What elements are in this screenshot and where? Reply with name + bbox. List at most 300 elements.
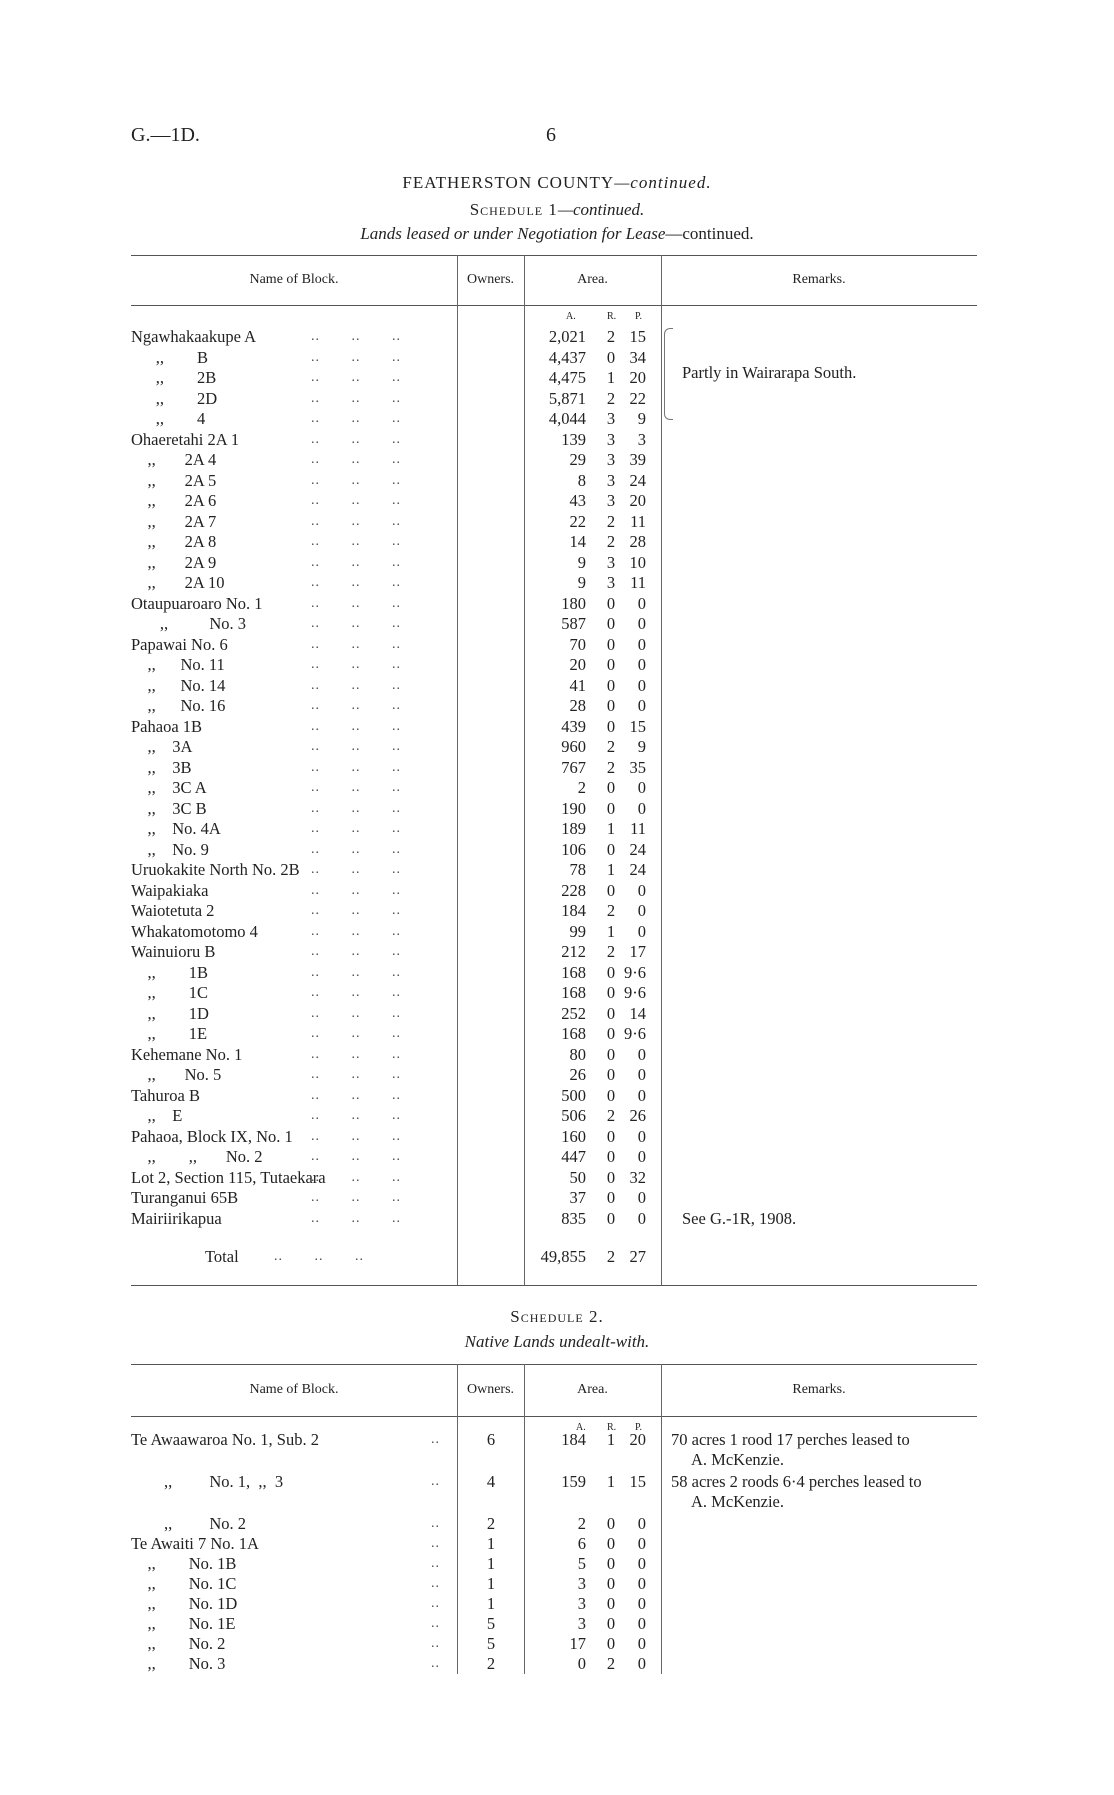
leader-dots: .. .. .. — [311, 821, 401, 836]
block-name: Ngawhakaakupe A — [131, 327, 257, 346]
column-header-area: Area. — [577, 1382, 608, 1397]
area-roods: 0 — [606, 1003, 616, 1023]
table-row — [131, 430, 977, 450]
block-name: Papawai No. 6 — [131, 634, 228, 654]
table-row — [131, 1106, 977, 1126]
area-acres: 500 — [561, 1085, 586, 1105]
leader-dots: .. .. .. — [311, 1210, 401, 1226]
area-acres: 28 — [569, 696, 586, 715]
leader-dots: .. .. .. — [311, 944, 401, 959]
area-acres: 3 — [577, 1594, 586, 1613]
area-acres: 106 — [561, 839, 586, 859]
area-roods: 0 — [606, 880, 616, 900]
total-roods: 2 — [606, 1247, 616, 1266]
area-perches: 0 — [637, 675, 646, 695]
table-row — [131, 409, 977, 429]
area-acres: 190 — [561, 798, 586, 818]
unit-roods: R. — [607, 311, 617, 322]
area-perches: 24 — [629, 860, 646, 879]
leader-dots: .. .. .. — [311, 862, 401, 877]
area-perches: 0 — [637, 1514, 646, 1533]
block-name: ,, 3C A — [131, 778, 207, 797]
block-name: ,, No. 5 — [131, 1065, 222, 1084]
area-roods: 2 — [606, 901, 616, 920]
area-perches: 0 — [637, 614, 646, 633]
leader-dots: .. — [431, 1556, 440, 1571]
owners-count: 2 — [486, 1654, 496, 1673]
owners-count: 4 — [486, 1472, 496, 1491]
area-perches: 9 — [637, 409, 646, 428]
block-name: ,, No. 1B — [131, 1554, 237, 1573]
table-row — [131, 1472, 977, 1511]
leader-dots: .. .. .. — [311, 595, 401, 611]
area-perches: 9 — [637, 737, 646, 756]
unit-acres: A. — [576, 1422, 586, 1433]
block-name: ,, E — [131, 1106, 183, 1125]
area-roods: 0 — [606, 655, 616, 674]
remark: 70 acres 1 rood 17 perches leased to — [671, 1430, 910, 1449]
block-name: ,, 2A 10 — [131, 573, 225, 592]
leader-dots: .. .. .. — [311, 554, 401, 570]
leader-dots: .. .. .. — [311, 349, 401, 365]
area-acres: 26 — [569, 1065, 586, 1084]
area-perches: 0 — [637, 798, 646, 818]
leader-dots: .. .. .. — [311, 1046, 401, 1062]
table-row — [131, 1209, 977, 1229]
table-row — [131, 532, 977, 552]
area-perches: 9·6 — [624, 962, 646, 982]
area-acres: 17 — [569, 1634, 586, 1653]
block-name: ,, No. 14 — [131, 675, 226, 695]
area-acres: 4,437 — [548, 347, 586, 367]
block-name: ,, 1D — [131, 1003, 209, 1023]
area-roods: 2 — [606, 532, 616, 551]
column-header-remarks: Remarks. — [792, 1382, 846, 1397]
block-name: ,, 2A 5 — [131, 470, 217, 490]
area-roods: 0 — [606, 1614, 616, 1633]
total-row — [131, 1247, 977, 1267]
area-roods: 1 — [606, 819, 616, 838]
area-roods: 1 — [606, 1430, 616, 1449]
leader-dots: .. .. .. — [311, 985, 401, 1000]
table-row — [131, 737, 977, 757]
leader-dots: .. — [431, 1656, 440, 1671]
table-row — [131, 512, 977, 532]
block-name: Te Awaawaroa No. 1, Sub. 2 — [131, 1430, 319, 1449]
area-acres: 78 — [569, 860, 586, 879]
area-perches: 0 — [637, 1614, 646, 1633]
column-header-area: Area. — [577, 272, 608, 287]
area-perches: 0 — [637, 1126, 646, 1146]
area-roods: 0 — [606, 798, 616, 818]
block-name: Whakatomotomo 4 — [131, 921, 258, 941]
unit-acres: A. — [566, 311, 576, 322]
table-row — [131, 655, 977, 675]
area-acres: 189 — [561, 819, 586, 838]
table-row — [131, 471, 977, 491]
area-perches: 17 — [629, 942, 646, 961]
leader-dots: .. .. .. — [311, 1005, 401, 1021]
area-perches: 0 — [637, 1188, 646, 1207]
remark-continued: A. McKenzie. — [691, 1450, 785, 1469]
area-acres: 0 — [577, 1654, 586, 1673]
block-name: Pahaoa 1B — [131, 716, 203, 736]
leader-dots: .. .. .. — [311, 1128, 401, 1144]
remark: 58 acres 2 roods 6·4 perches leased to — [671, 1472, 922, 1491]
area-acres: 22 — [569, 511, 586, 531]
area-roods: 0 — [606, 1534, 616, 1553]
block-name: ,, B — [131, 347, 209, 367]
block-name: ,, 2B — [131, 368, 217, 387]
area-perches: 0 — [637, 1594, 646, 1613]
area-acres: 6 — [577, 1534, 586, 1553]
table-row — [131, 1086, 977, 1106]
area-acres: 14 — [569, 532, 586, 551]
leader-dots: .. .. .. — [311, 800, 401, 816]
leader-dots: .. .. .. — [311, 698, 401, 713]
area-roods: 0 — [606, 1126, 616, 1146]
area-roods: 2 — [606, 942, 616, 961]
area-perches: 0 — [637, 1085, 646, 1105]
area-roods: 1 — [606, 921, 616, 941]
remark: See G.-1R, 1908. — [682, 1208, 797, 1228]
area-acres: 99 — [569, 921, 586, 941]
block-name: Te Awaiti 7 No. 1A — [131, 1534, 259, 1553]
area-acres: 180 — [561, 593, 586, 613]
total-label: Total — [205, 1247, 239, 1266]
leader-dots: .. .. .. — [311, 390, 401, 406]
leader-dots: .. .. .. — [311, 1108, 401, 1123]
leader-dots: .. .. .. — [311, 780, 401, 795]
area-perches: 0 — [637, 1574, 646, 1593]
area-perches: 35 — [629, 757, 646, 777]
area-perches: 20 — [629, 491, 646, 510]
table-row — [131, 1654, 977, 1674]
area-roods: 3 — [606, 491, 616, 510]
area-roods: 1 — [606, 860, 616, 879]
block-name: Waipakiaka — [131, 880, 209, 900]
area-roods: 2 — [606, 1106, 616, 1125]
area-perches: 11 — [630, 573, 646, 592]
leader-dots: .. .. .. — [311, 964, 401, 980]
table-row — [131, 799, 977, 819]
area-perches: 11 — [630, 511, 646, 531]
area-perches: 15 — [629, 327, 646, 346]
table-row — [131, 819, 977, 839]
table-row — [131, 1045, 977, 1065]
leader-dots: .. .. .. — [311, 575, 401, 590]
area-acres: 43 — [569, 491, 586, 510]
table-row — [131, 1430, 977, 1469]
table-row — [131, 778, 977, 798]
column-header-remarks: Remarks. — [792, 272, 846, 287]
owners-count: 1 — [486, 1534, 496, 1553]
area-roods: 2 — [606, 511, 616, 531]
table-row — [131, 1554, 977, 1574]
area-perches: 0 — [637, 1654, 646, 1673]
leader-dots: .. .. .. — [311, 370, 401, 385]
area-perches: 14 — [629, 1003, 646, 1023]
area-perches: 9·6 — [624, 983, 646, 1002]
leader-dots: .. .. .. — [311, 1026, 401, 1041]
area-acres: 2 — [577, 778, 586, 797]
table-row — [131, 573, 977, 593]
leader-dots: .. .. .. — [311, 1067, 401, 1082]
area-perches: 15 — [629, 1472, 646, 1491]
area-acres: 80 — [569, 1044, 586, 1064]
leader-dots: .. .. .. — [311, 739, 401, 754]
area-roods: 1 — [606, 1472, 616, 1491]
table-row — [131, 922, 977, 942]
table-row — [131, 758, 977, 778]
remark-continued: A. McKenzie. — [691, 1492, 785, 1511]
block-name: ,, No. 4A — [131, 819, 221, 838]
owners-count: 5 — [486, 1634, 496, 1653]
leader-dots: .. .. .. — [311, 411, 401, 426]
block-name: Pahaoa, Block IX, No. 1 — [131, 1126, 293, 1146]
area-perches: 39 — [629, 450, 646, 469]
area-acres: 767 — [561, 757, 586, 777]
total-perches: 27 — [629, 1247, 646, 1266]
area-roods: 0 — [606, 634, 616, 654]
area-roods: 2 — [606, 1654, 616, 1673]
schedule1-subtitle: Lands leased or under Negotiation for Lease—continued. — [360, 224, 754, 243]
area-roods: 0 — [606, 1044, 616, 1064]
block-name: ,, 3C B — [131, 798, 207, 818]
table-row — [131, 348, 977, 368]
schedule2-table — [131, 1364, 977, 1674]
area-roods: 0 — [606, 1594, 616, 1613]
area-acres: 3 — [577, 1574, 586, 1593]
area-perches: 0 — [637, 901, 646, 920]
table-row — [131, 614, 977, 634]
area-acres: 29 — [569, 450, 586, 469]
area-acres: 8 — [577, 470, 586, 490]
area-perches: 9·6 — [624, 1024, 646, 1043]
area-acres: 184 — [561, 1430, 586, 1449]
column-header-name: Name of Block. — [249, 1382, 339, 1397]
area-perches: 0 — [637, 634, 646, 654]
schedule2-title: Schedule 2. — [510, 1307, 604, 1326]
leader-dots: .. .. .. — [311, 1190, 401, 1205]
table-row — [131, 840, 977, 860]
leader-dots: .. — [431, 1474, 440, 1489]
block-name: ,, ,, No. 2 — [131, 1147, 263, 1166]
leader-dots: .. .. .. — [311, 759, 401, 775]
table-row — [131, 1594, 977, 1614]
area-roods: 0 — [606, 696, 616, 715]
area-perches: 3 — [637, 429, 646, 449]
area-acres: 168 — [561, 1024, 586, 1043]
unit-roods: R. — [607, 1422, 617, 1433]
area-roods: 0 — [606, 1024, 616, 1043]
area-perches: 10 — [629, 552, 646, 572]
area-perches: 22 — [629, 388, 646, 408]
block-name: Uruokakite North No. 2B — [131, 860, 300, 879]
block-name: ,, No. 3 — [131, 614, 247, 633]
owners-count: 2 — [486, 1514, 496, 1533]
area-acres: 184 — [561, 901, 586, 920]
area-roods: 3 — [606, 552, 616, 572]
area-roods: 2 — [606, 327, 616, 346]
block-name: ,, No. 2 — [131, 1634, 226, 1653]
leader-dots: .. .. .. — [311, 677, 401, 693]
area-acres: 159 — [561, 1472, 586, 1491]
area-acres: 20 — [569, 655, 586, 674]
area-roods: 0 — [606, 1188, 616, 1207]
area-perches: 0 — [637, 880, 646, 900]
area-perches: 32 — [629, 1167, 646, 1187]
leader-dots: .. .. .. — [311, 718, 401, 734]
table-row — [131, 1514, 977, 1534]
table-row — [131, 553, 977, 573]
area-roods: 2 — [606, 388, 616, 408]
area-roods: 0 — [606, 1554, 616, 1573]
table-row — [131, 635, 977, 655]
leader-dots: .. .. .. — [311, 841, 401, 857]
leader-dots: .. .. .. — [311, 493, 401, 508]
leader-dots: .. — [431, 1596, 440, 1611]
block-name: ,, No. 1C — [131, 1574, 237, 1593]
block-name: ,, No. 9 — [131, 839, 209, 859]
area-acres: 168 — [561, 983, 586, 1002]
block-name: Mairiirikapua — [131, 1208, 222, 1228]
area-roods: 0 — [606, 1065, 616, 1084]
area-acres: 4,044 — [548, 409, 586, 428]
area-perches: 0 — [637, 1534, 646, 1553]
table-row — [131, 1188, 977, 1208]
leader-dots: .. — [431, 1432, 440, 1447]
leader-dots: .. — [431, 1616, 440, 1631]
area-acres: 41 — [569, 675, 586, 695]
table-row — [131, 1534, 977, 1554]
leader-dots: .. .. .. — [311, 616, 401, 631]
county-title: FEATHERSTON COUNTY—continued. — [402, 173, 712, 192]
area-roods: 3 — [606, 573, 616, 592]
leader-dots: .. — [431, 1576, 440, 1591]
owners-count: 6 — [486, 1430, 496, 1449]
block-name: ,, 3A — [131, 737, 193, 756]
area-perches: 0 — [637, 1147, 646, 1166]
area-roods: 0 — [606, 1167, 616, 1187]
owners-count: 1 — [486, 1574, 496, 1593]
area-roods: 0 — [606, 839, 616, 859]
area-acres: 2,021 — [548, 327, 586, 346]
area-perches: 0 — [637, 1208, 646, 1228]
block-name: Tahuroa B — [131, 1085, 200, 1105]
block-name: ,, 2A 8 — [131, 532, 217, 551]
block-name: ,, 3B — [131, 757, 192, 777]
block-name: ,, No. 1E — [131, 1614, 236, 1633]
area-perches: 28 — [629, 532, 646, 551]
table-row — [131, 1065, 977, 1085]
block-name: Ohaeretahi 2A 1 — [131, 429, 240, 449]
area-roods: 3 — [606, 470, 616, 490]
leader-dots: .. — [431, 1516, 440, 1531]
block-name: ,, No. 11 — [131, 655, 225, 674]
table-row — [131, 696, 977, 716]
leader-dots: .. .. .. — [311, 636, 401, 652]
area-perches: 26 — [629, 1106, 646, 1125]
area-roods: 0 — [606, 1634, 616, 1653]
area-perches: 24 — [629, 470, 646, 490]
unit-perches: P. — [635, 1422, 642, 1433]
table-row — [131, 1168, 977, 1188]
leader-dots: .. .. .. — [311, 452, 401, 467]
block-name: ,, 2D — [131, 388, 218, 408]
unit-perches: P. — [635, 311, 642, 322]
leader-dots: .. .. .. — [311, 923, 401, 939]
area-perches: 20 — [629, 1430, 646, 1449]
area-perches: 0 — [637, 1065, 646, 1084]
block-name: Kehemane No. 1 — [131, 1044, 243, 1064]
area-roods: 0 — [606, 983, 616, 1002]
total-acres: 49,855 — [540, 1247, 586, 1266]
block-name: ,, 1E — [131, 1024, 208, 1043]
area-perches: 0 — [637, 1554, 646, 1573]
leader-dots: .. .. .. — [311, 1087, 401, 1103]
area-acres: 37 — [569, 1188, 586, 1207]
table-row — [131, 389, 977, 409]
area-acres: 160 — [561, 1126, 586, 1146]
block-name: ,, No. 16 — [131, 696, 226, 715]
table-row — [131, 1634, 977, 1654]
area-acres: 5,871 — [548, 388, 586, 408]
area-perches: 24 — [629, 839, 646, 859]
block-name: ,, No. 1D — [131, 1594, 238, 1613]
table-row — [131, 450, 977, 470]
block-name: ,, 1C — [131, 983, 209, 1002]
area-perches: 0 — [637, 778, 646, 797]
leader-dots: .. .. .. — [311, 1169, 401, 1185]
area-roods: 0 — [606, 614, 616, 633]
area-acres: 9 — [577, 552, 586, 572]
area-acres: 212 — [561, 942, 586, 961]
page-number: 6 — [546, 124, 556, 146]
leader-dots: .. .. .. — [311, 534, 401, 549]
table-row — [131, 942, 977, 962]
table-row — [131, 881, 977, 901]
area-perches: 0 — [637, 655, 646, 674]
table-row — [131, 1024, 977, 1044]
table-row — [131, 983, 977, 1003]
leader-dots: .. — [431, 1536, 440, 1551]
brace-remark: Partly in Wairarapa South. — [682, 363, 857, 382]
block-name: Turanganui 65B — [131, 1188, 239, 1207]
leader-dots: .. .. .. — [311, 1149, 401, 1164]
block-name: Wainuioru B — [131, 942, 216, 961]
area-perches: 0 — [637, 921, 646, 941]
area-roods: 2 — [606, 757, 616, 777]
table-row — [131, 717, 977, 737]
leader-dots: .. .. .. — [311, 431, 401, 447]
area-acres: 168 — [561, 962, 586, 982]
owners-count: 5 — [486, 1614, 496, 1633]
area-perches: 0 — [637, 1044, 646, 1064]
area-acres: 439 — [561, 716, 586, 736]
table-row — [131, 901, 977, 921]
area-perches: 34 — [629, 347, 646, 367]
area-roods: 0 — [606, 1514, 616, 1533]
table-row — [131, 860, 977, 880]
area-roods: 0 — [606, 593, 616, 613]
area-roods: 0 — [606, 716, 616, 736]
column-header-name: Name of Block. — [249, 272, 339, 287]
schedule1-title: Schedule 1—continued. — [469, 200, 645, 219]
area-roods: 0 — [606, 1085, 616, 1105]
column-header-owners: Owners. — [466, 272, 515, 287]
area-acres: 5 — [577, 1554, 586, 1573]
